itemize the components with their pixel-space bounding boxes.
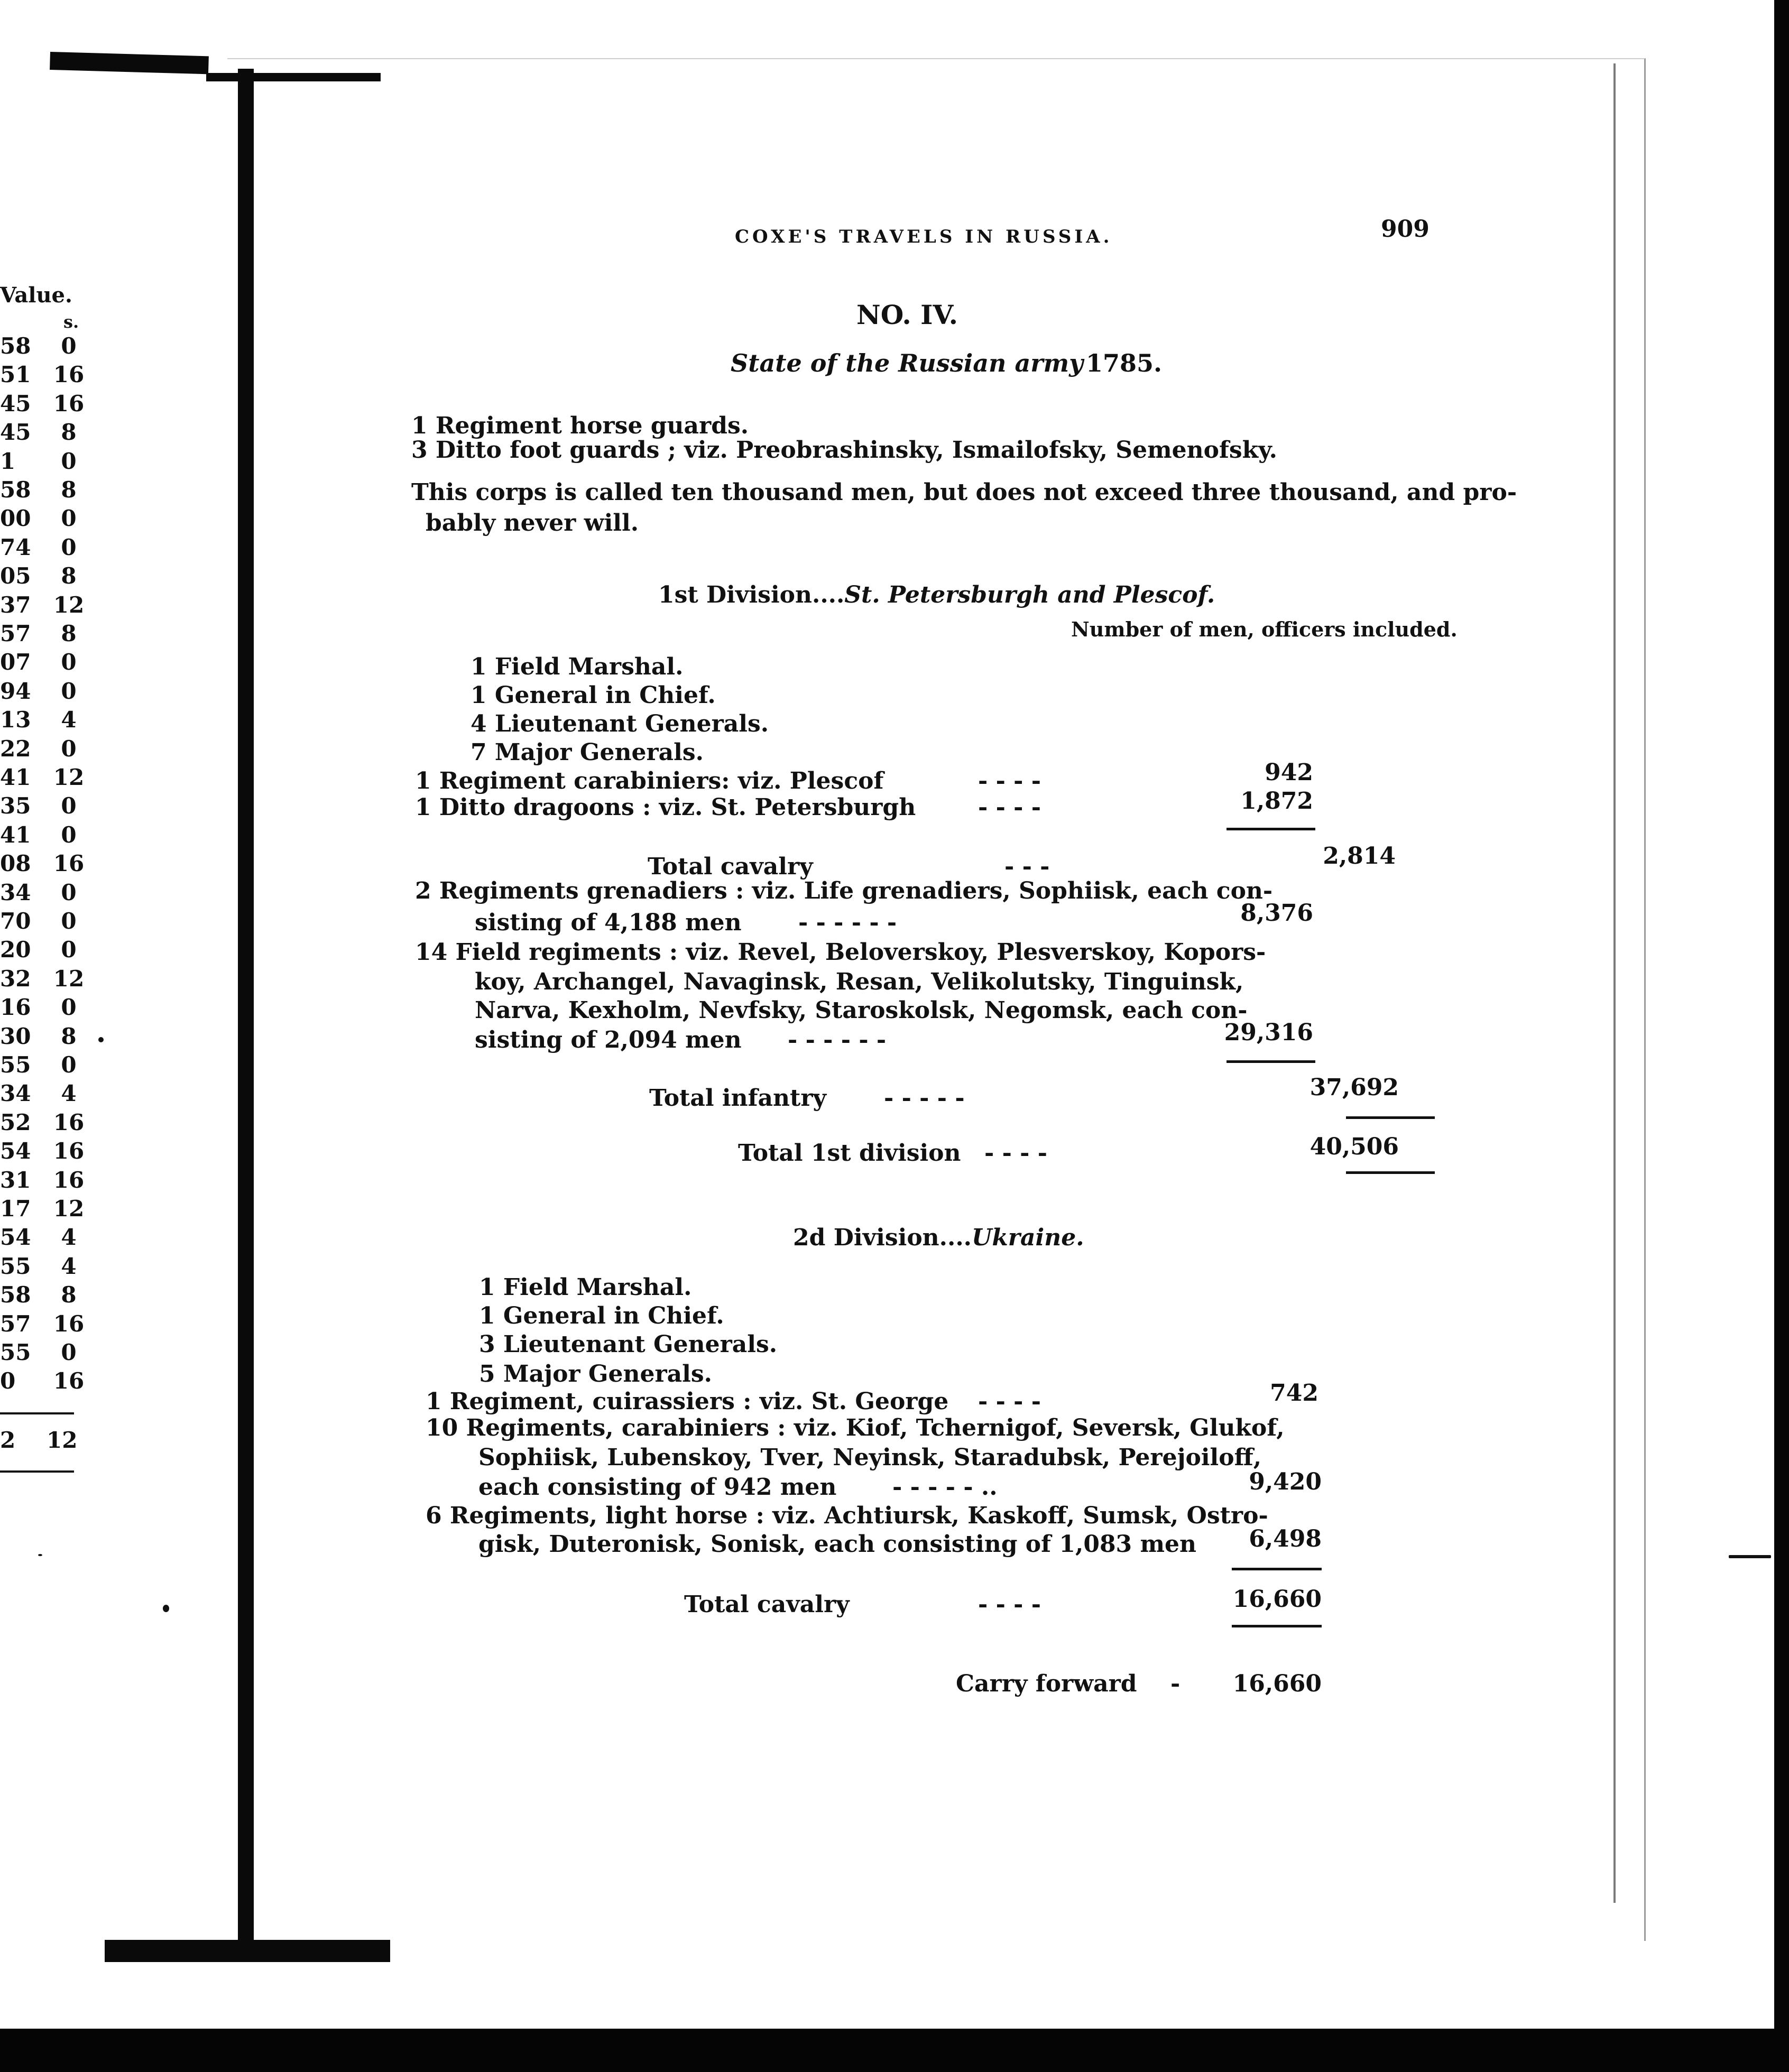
d1-field-line3: Narva, Kexholm, Nevfsky, Staroskolsk, Negomsk, each con- (475, 997, 1248, 1024)
d2-officer-3: 3 Lieutenant Generals. (479, 1331, 778, 1358)
d2-total-cavalry-dashes: - - - - (978, 1591, 1041, 1618)
d1-field-dashes: - - - - - - (788, 1026, 887, 1053)
d1-total-division-label: Total 1st division (738, 1140, 961, 1167)
left-row-shillings: 12 (53, 764, 85, 790)
left-row-shillings: 16 (53, 1138, 85, 1164)
left-row-value: 45 (0, 419, 31, 445)
d1-dragoons-value: 1,872 (1240, 788, 1313, 815)
left-row-shillings: 12 (53, 1196, 85, 1222)
left-subheader: s. (63, 312, 79, 332)
d2-carabiniers-value: 9,420 (1249, 1468, 1322, 1495)
d1-total-infantry-dashes: - - - - - (884, 1085, 965, 1112)
left-row-shillings: 4 (61, 707, 77, 733)
subtitle-text: State of the Russian army (731, 349, 1083, 377)
d1-carabiniers-value: 942 (1265, 759, 1313, 786)
left-row-value: 55 (0, 1339, 31, 1365)
section-subtitle (731, 349, 1162, 377)
left-total-a: 2 (0, 1427, 16, 1453)
d2-carabiniers-dashes: - - - - - .. (892, 1474, 998, 1501)
left-row-shillings: 8 (61, 1282, 77, 1308)
left-row-value: 55 (0, 1052, 31, 1078)
left-row-value: 07 (0, 649, 31, 675)
carry-forward-dash: - (1170, 1670, 1181, 1697)
left-row-shillings: 16 (53, 1311, 85, 1337)
d1-grenadiers-dashes: - - - - - - (798, 909, 897, 936)
left-row-value: 05 (0, 563, 31, 589)
d1-dragoons-label: 1 Ditto dragoons : viz. St. Petersburgh (415, 794, 916, 821)
division2-heading-place: Ukraine. (971, 1224, 1084, 1251)
d1-total-division-dashes: - - - - (984, 1140, 1048, 1167)
left-row-value: 54 (0, 1224, 31, 1250)
d2-cuirassiers-value: 742 (1270, 1380, 1318, 1407)
guards-line-1: 1 Regiment horse guards. (411, 412, 749, 439)
left-row-value: 58 (0, 1282, 31, 1308)
left-row-value: 45 (0, 391, 31, 417)
left-row-value: 08 (0, 850, 31, 876)
left-row-value: 37 (0, 592, 31, 618)
division1-heading (658, 581, 1215, 608)
d1-total-cavalry-label: Total cavalry (648, 853, 813, 880)
guards-note-1: This corps is called ten thousand men, but does not exceed three thousand, and pro- (411, 479, 1517, 506)
d1-total-cavalry-dashes: - - - (1004, 853, 1050, 880)
ink-speck (98, 1037, 104, 1042)
column-header: Number of men, officers included. (1071, 617, 1458, 641)
division2-heading-plain: 2d Division.... (793, 1224, 972, 1251)
d1-officer-2: 1 General in Chief. (471, 682, 716, 709)
d1-grenadiers-line1: 2 Regiments grenadiers : viz. Life grenadiers, Sophiisk, each con- (415, 877, 1273, 904)
left-row-value: 55 (0, 1253, 31, 1279)
left-row-shillings: 0 (61, 333, 77, 359)
left-row-value: 22 (0, 736, 31, 762)
scanner-border-right (1774, 0, 1789, 2029)
left-row-value: 41 (0, 764, 31, 790)
d1-officer-1: 1 Field Marshal. (471, 653, 684, 680)
d2-cuirassiers-label: 1 Regiment, cuirassiers : viz. St. George (426, 1388, 949, 1415)
d1-field-line4: sisting of 2,094 men (475, 1026, 742, 1053)
d2-cuirassiers-dashes: - - - - (978, 1388, 1041, 1415)
ink-speck (163, 1605, 169, 1612)
left-row-value: 17 (0, 1196, 31, 1222)
left-row-value: 51 (0, 362, 31, 387)
left-row-value: 52 (0, 1109, 31, 1135)
d2-carabiniers-line2: Sophiisk, Lubenskoy, Tver, Neyinsk, Staradubsk, Perejoiloff, (478, 1444, 1262, 1471)
division1-heading-place: St. Petersburgh and Plescof. (844, 581, 1215, 608)
binding-top-right (206, 73, 381, 81)
left-row-value: 70 (0, 908, 31, 934)
d1-field-value: 29,316 (1224, 1019, 1313, 1046)
d2-officer-1: 1 Field Marshal. (479, 1274, 692, 1301)
left-row-shillings: 0 (61, 822, 77, 848)
left-row-value: 34 (0, 880, 31, 905)
left-row-value: 30 (0, 1023, 31, 1049)
d1-total-division-value: 40,506 (1310, 1133, 1399, 1160)
d1-grenadiers-line2: sisting of 4,188 men (475, 909, 742, 936)
left-row-value: 41 (0, 822, 31, 848)
d2-total-cavalry-label: Total cavalry (684, 1591, 850, 1618)
d1-carabiniers-label: 1 Regiment carabiniers: viz. Plescof (415, 767, 884, 794)
left-total-b: 12 (47, 1427, 78, 1453)
d1-infantry-rule (1227, 1060, 1315, 1063)
scanner-border-bottom (0, 2029, 1789, 2072)
left-row-shillings: 8 (61, 477, 77, 503)
left-row-value: 32 (0, 966, 31, 992)
d2-cavalry-rule-bottom (1232, 1625, 1322, 1627)
d1-field-line2: koy, Archangel, Navaginsk, Resan, Velikolutsky, Tinguinsk, (475, 968, 1244, 995)
left-row-shillings: 0 (61, 937, 77, 963)
binding-bottom (105, 1940, 390, 1962)
left-row-value: 31 (0, 1167, 31, 1193)
left-row-shillings: 4 (61, 1253, 77, 1279)
carry-forward-label: Carry forward (956, 1670, 1137, 1697)
left-row-value: 57 (0, 621, 31, 646)
left-row-shillings: 4 (61, 1224, 77, 1250)
d1-total-cavalry-value: 2,814 (1323, 843, 1396, 870)
page-edge-line (1613, 63, 1616, 1903)
left-header: Value. (0, 283, 72, 308)
left-row-value: 13 (0, 707, 31, 733)
page-number: 909 (1381, 216, 1430, 243)
d2-officer-4: 5 Major Generals. (479, 1361, 712, 1388)
left-row-shillings: 0 (61, 793, 77, 819)
section-title: NO. IV. (856, 299, 958, 330)
left-row-shillings: 0 (61, 1339, 77, 1365)
left-row-shillings: 0 (61, 534, 77, 560)
left-rule-bottom (0, 1470, 74, 1473)
ink-mark (1729, 1555, 1771, 1558)
left-row-value: 58 (0, 477, 31, 503)
running-head: COXE'S TRAVELS IN RUSSIA. (735, 226, 1113, 247)
d2-total-cavalry-value: 16,660 (1232, 1586, 1322, 1613)
left-row-shillings: 12 (53, 966, 85, 992)
binding-top-left (50, 52, 209, 74)
left-row-value: 0 (0, 1368, 16, 1394)
d1-total-rule-top (1346, 1116, 1435, 1119)
d1-total-rule-bottom (1346, 1171, 1435, 1174)
d2-officer-2: 1 General in Chief. (479, 1302, 724, 1329)
left-row-value: 58 (0, 333, 31, 359)
left-row-value: 35 (0, 793, 31, 819)
left-row-shillings: 16 (53, 1368, 85, 1394)
carry-forward-value: 16,660 (1232, 1670, 1322, 1697)
d1-dragoons-dashes: - - - - (978, 794, 1041, 821)
left-row-value: 34 (0, 1080, 31, 1106)
left-row-shillings: 0 (61, 908, 77, 934)
division2-heading (793, 1224, 1084, 1251)
d1-cavalry-rule (1227, 828, 1315, 830)
left-row-shillings: 0 (61, 736, 77, 762)
left-row-value: 74 (0, 534, 31, 560)
d1-total-infantry-value: 37,692 (1310, 1074, 1399, 1101)
left-row-shillings: 8 (61, 563, 77, 589)
left-row-value: 20 (0, 937, 31, 963)
d2-lighthorse-value: 6,498 (1249, 1525, 1322, 1552)
left-row-shillings: 0 (61, 880, 77, 905)
left-row-shillings: 0 (61, 994, 77, 1020)
left-row-value: 57 (0, 1311, 31, 1337)
left-row-shillings: 0 (61, 678, 77, 704)
subtitle-year: 1785. (1086, 349, 1163, 377)
left-row-shillings: 16 (53, 362, 85, 387)
left-row-shillings: 0 (61, 1052, 77, 1078)
left-row-value: 00 (0, 505, 31, 531)
left-row-shillings: 12 (53, 592, 85, 618)
d2-cavalry-rule-top (1232, 1568, 1322, 1570)
guards-line-2: 3 Ditto foot guards ; viz. Preobrashinsky, Ismailofsky, Semenofsky. (411, 437, 1277, 464)
binding-gutter (238, 69, 254, 1956)
left-row-value: 1 (0, 448, 16, 474)
left-row-shillings: 16 (53, 1167, 85, 1193)
left-row-shillings: 16 (53, 850, 85, 876)
left-row-shillings: 0 (61, 649, 77, 675)
d1-grenadiers-value: 8,376 (1240, 900, 1313, 927)
left-row-shillings: 0 (61, 448, 77, 474)
left-rule (0, 1412, 74, 1414)
division1-heading-plain: 1st Division.... (658, 581, 845, 608)
left-row-value: 54 (0, 1138, 31, 1164)
d1-officer-4: 7 Major Generals. (471, 739, 704, 766)
d2-carabiniers-line3: each consisting of 942 men (478, 1474, 837, 1501)
left-row-value: 94 (0, 678, 31, 704)
left-row-shillings: 8 (61, 621, 77, 646)
left-row-shillings: 0 (61, 505, 77, 531)
d2-lighthorse-line2: gisk, Duteronisk, Sonisk, each consisting of 1,083 men (478, 1531, 1197, 1558)
left-row-shillings: 8 (61, 419, 77, 445)
left-row-shillings: 4 (61, 1080, 77, 1106)
d1-carabiniers-dashes: - - - - (978, 767, 1041, 794)
d1-officer-3: 4 Lieutenant Generals. (471, 710, 769, 737)
left-row-shillings: 16 (53, 1109, 85, 1135)
left-row-shillings: 8 (61, 1023, 77, 1049)
left-row-value: 16 (0, 994, 31, 1020)
d2-carabiniers-line1: 10 Regiments, carabiniers : viz. Kiof, Tchernigof, Seversk, Glukof, (426, 1414, 1285, 1441)
d1-total-infantry-label: Total infantry (649, 1085, 827, 1112)
d1-field-line1: 14 Field regiments : viz. Revel, Beloverskoy, Plesverskoy, Kopors- (415, 939, 1266, 966)
ink-speck (38, 1554, 42, 1556)
d2-lighthorse-line1: 6 Regiments, light horse : viz. Achtiursk, Kaskoff, Sumsk, Ostro- (426, 1502, 1268, 1529)
guards-note-2: bably never will. (426, 510, 639, 536)
left-row-shillings: 16 (53, 391, 85, 417)
